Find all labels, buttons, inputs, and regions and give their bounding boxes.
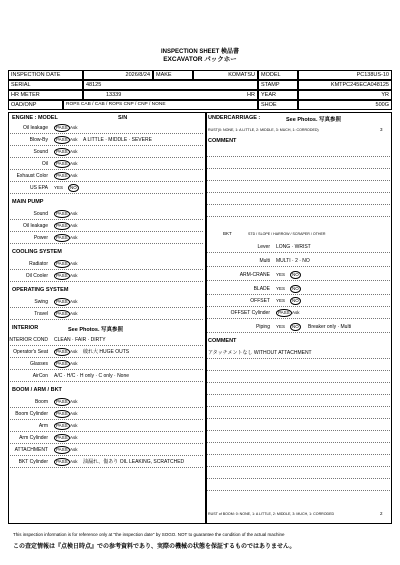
ask-option: Ask: [70, 447, 78, 452]
ask-option: Ask: [70, 459, 78, 464]
section-header: OPERATING SYSTEM: [12, 287, 69, 293]
comment-line: [207, 216, 390, 217]
yes-option: YES: [276, 272, 286, 277]
cab-label: OAD/ONP: [8, 100, 63, 110]
row-note: CLEAN · FAIR · DIRTY: [54, 337, 106, 343]
row-note: 破れ大 HUGE OUTS: [83, 349, 130, 355]
row-line: [207, 252, 390, 253]
footer-jp: この査定情報は『点検日時点』での参考資料であり、実際の機械の状態を保証するものではありません。: [13, 544, 296, 550]
ask-option: Ask: [70, 299, 78, 304]
stamp: KMTPC245ECA048125: [298, 80, 392, 90]
ask-option: Ask: [70, 349, 78, 354]
row-label: Arm Cylinder: [19, 435, 48, 441]
pass-option: PASS: [56, 423, 68, 428]
model-label: MODEL: [258, 70, 298, 80]
row-label: AirCon: [32, 373, 48, 379]
ask-option: Ask: [70, 161, 78, 166]
row-note: LONG · WRIST: [276, 244, 311, 250]
pass-option: PASS: [56, 273, 68, 278]
pass-option: PASS: [56, 137, 68, 142]
uc-comment-label: COMMENT: [208, 138, 237, 144]
pass-option: PASS: [56, 361, 68, 366]
pass-option: PASS: [56, 223, 68, 228]
row-label: Sound: [33, 211, 48, 217]
row-label: ARM-CRANE: [239, 272, 270, 278]
ask-option: Ask: [70, 311, 78, 316]
ask-option: Ask: [70, 273, 78, 278]
ask-option: Ask: [70, 125, 78, 130]
inspection-date: 2026/8/24: [83, 70, 153, 80]
undercarriage-photos: See Photos. 写真参照: [286, 117, 342, 123]
row-label: US EPA: [30, 185, 48, 191]
ask-option: Ask: [292, 310, 300, 315]
sheet-subtitle: EXCAVATOR パックホー: [163, 56, 237, 63]
rust-scale: RUST(0: NONE, 1: A LITTLE, 2: MIDDLE, 3: MUCH, 1: CORRODED): [208, 128, 319, 132]
section-header: MAIN PUMP: [12, 199, 44, 205]
comment-line: [207, 394, 390, 395]
row-line: [207, 266, 390, 267]
comment-line: [207, 478, 390, 479]
yes-option: YES: [276, 324, 286, 329]
no-option: NO: [292, 286, 299, 291]
row-label: OFFSET: [250, 298, 270, 304]
pass-option: PASS: [56, 399, 68, 404]
ask-option: Ask: [70, 435, 78, 440]
row-line: [10, 381, 203, 382]
shoe: 500G: [298, 100, 392, 110]
bkt-label: BKT: [223, 231, 232, 236]
comment-line: [207, 490, 390, 491]
no-option: NO: [292, 324, 299, 329]
year: YR: [298, 90, 392, 100]
row-note: A/C · H/C · H only · C only · None: [54, 373, 130, 379]
comment-line: [207, 430, 390, 431]
bkt-options: STD / SLOPE / HARROW / SCRAPER / OTHER: [248, 232, 326, 236]
comment-line: [207, 466, 390, 467]
ask-option: Ask: [70, 223, 78, 228]
row-line: [207, 318, 390, 319]
row-label: Piping: [256, 324, 270, 330]
make-label: MAKE: [153, 70, 193, 80]
rust-bottom-value: 2: [380, 511, 383, 516]
row-line: [10, 243, 203, 244]
ask-option: Ask: [70, 137, 78, 142]
make: KOMATSU: [193, 70, 258, 80]
pass-option: PASS: [56, 161, 68, 166]
comment-line: [207, 418, 390, 419]
bkt-comment-label: COMMENT: [208, 338, 237, 344]
comment-line: [207, 442, 390, 443]
hr-meter-label: HR METER: [8, 90, 83, 100]
row-label: Multi: [259, 258, 270, 264]
row-label: Travel: [34, 311, 48, 317]
row-label: Glasses: [29, 361, 48, 367]
undercarriage-header: UNDERCARRIAGE :: [208, 115, 261, 121]
pass-option: PASS: [56, 235, 68, 240]
rust-value: 3: [380, 127, 383, 132]
section-header: COOLING SYSTEM: [12, 249, 62, 255]
ask-option: Ask: [70, 149, 78, 154]
pass-option: PASS: [56, 149, 68, 154]
row-label: Exhaust Color: [16, 173, 48, 179]
yes-option: YES: [276, 286, 286, 291]
ask-option: Ask: [70, 261, 78, 266]
comment-line: [207, 192, 390, 193]
pass-option: PASS: [56, 447, 68, 452]
pass-option: PASS: [56, 261, 68, 266]
inspection-sheet: [8, 8, 392, 557]
row-label: Oil leakage: [22, 125, 48, 131]
pass-option: PASS: [56, 311, 68, 316]
comment-line: [207, 406, 390, 407]
row-label: Power: [33, 235, 48, 241]
comment-line: [207, 370, 390, 371]
yes-option: YES: [54, 185, 64, 190]
pass-option: PASS: [56, 411, 68, 416]
row-label: Oil leakage: [22, 223, 48, 229]
row-line: [10, 467, 203, 468]
row-line: [207, 332, 390, 333]
ask-option: Ask: [70, 361, 78, 366]
ask-option: Ask: [70, 235, 78, 240]
row-note: Breaker only · Multi: [308, 324, 352, 330]
ask-option: Ask: [70, 423, 78, 428]
pass-option: PASS: [56, 173, 68, 178]
row-line: [10, 319, 203, 320]
row-note: 油漏れ、傷あり OIL LEAKING, SCRATCHED: [83, 459, 185, 465]
row-label: OFFSET Cylinder: [230, 310, 270, 316]
pass-option: PASS: [56, 435, 68, 440]
cab-options: ROPS CAB / CAB / ROPS CNP / CNP / NONE: [63, 100, 258, 110]
row-note: A LITTLE · MIDDLE · SEVERE: [83, 137, 152, 143]
row-label: Boom: [34, 399, 48, 405]
row-label: Sound: [33, 149, 48, 155]
comment-line: [207, 168, 390, 169]
row-label: Lever: [257, 244, 270, 250]
pass-option: PASS: [56, 459, 68, 464]
comment-line: [207, 204, 390, 205]
model: PC138US-10: [298, 70, 392, 80]
serial: 48125: [83, 80, 258, 90]
ask-option: Ask: [70, 399, 78, 404]
footer-en: This inspection information is for reference only at "the inspection date" by SOGO. NOT to guarantee the condition of the actual machine: [13, 532, 285, 537]
ask-option: Ask: [70, 173, 78, 178]
comment-line: [207, 156, 390, 157]
shoe-label: SHOE: [258, 100, 298, 110]
row-line: [10, 281, 203, 282]
row-label: Swing: [34, 299, 48, 305]
ask-option: Ask: [70, 411, 78, 416]
engine-sn: S/N: [118, 115, 128, 121]
row-label: Oil Cooler: [25, 273, 48, 279]
row-label: Radiator: [29, 261, 48, 267]
section-header: INTERIOR: [12, 325, 39, 331]
row-label: ATTACHMENT: [14, 447, 48, 453]
sheet-title: INSPECTION SHEET 検品書: [160, 49, 239, 55]
row-label: BKT Cylinder: [18, 459, 48, 465]
section-note: See Photos. 写真参照: [68, 327, 124, 333]
pass-option: PASS: [56, 211, 68, 216]
engine-header: ENGINE : MODEL: [12, 115, 58, 121]
no-option: NO: [292, 298, 299, 303]
year-label: YEAR: [258, 90, 298, 100]
row-label: Oil: [41, 161, 48, 167]
comment-line: [207, 382, 390, 383]
row-label: Blow-By: [29, 137, 48, 143]
serial-label: SERIAL: [8, 80, 83, 90]
comment-line: [207, 180, 390, 181]
no-option: NO: [292, 272, 299, 277]
row-line: [207, 280, 390, 281]
pass-option: PASS: [278, 310, 290, 315]
pass-option: PASS: [56, 349, 68, 354]
no-option: NO: [70, 185, 77, 190]
row-line: [10, 193, 203, 194]
pass-option: PASS: [56, 125, 68, 130]
row-label: Operator's Seat: [13, 349, 48, 355]
row-label: INTERIOR COND: [8, 337, 48, 343]
comment-line: [207, 454, 390, 455]
row-label: Arm: [38, 423, 48, 429]
ask-option: Ask: [70, 211, 78, 216]
yes-option: YES: [276, 298, 286, 303]
row-label: BLADE: [253, 286, 270, 292]
inspection-date-label: INSPECTION DATE: [8, 70, 83, 80]
pass-option: PASS: [56, 299, 68, 304]
hr-meter: 13339 HR: [83, 90, 258, 100]
row-note: MULTI · 2 · NO: [276, 258, 310, 264]
section-header: BOOM / ARM / BKT: [12, 387, 62, 393]
stamp-label: STAMP: [258, 80, 298, 90]
bkt-comment-text: アタッチメントなし WITHOUT ATTACHMENT: [208, 350, 312, 356]
row-label: Boom Cylinder: [15, 411, 48, 417]
rust-bottom: RUST of BOOM: 0: NONE, 1: A LITTLE, 2: MIDDLE, 3: MUCH, 1: CORRODED: [208, 512, 335, 516]
